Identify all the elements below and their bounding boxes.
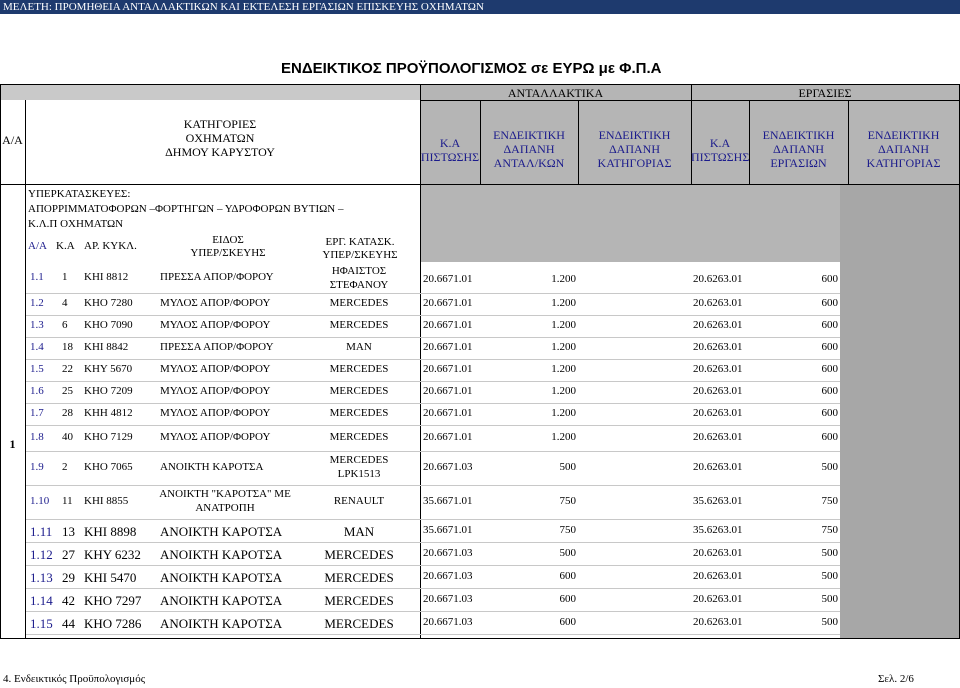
right-gray-strip [840, 184, 960, 638]
cell-aa: 1.6 [30, 385, 44, 397]
cell-spares-cost: 500 [559, 547, 576, 559]
document-header-bar [0, 0, 960, 14]
row-divider [26, 293, 840, 294]
cell-ka: 28 [62, 407, 73, 419]
cell-ka-works: 20.6263.01 [693, 297, 743, 309]
cell-works-cost: 600 [821, 273, 838, 285]
cell-spares-cost: 1.200 [551, 363, 576, 375]
cell-ka-works: 20.6263.01 [693, 319, 743, 331]
cell-type: ΑΝΟΙΚΤΗ ΚΑΡΟΤΣΑ [160, 570, 283, 585]
cell-ka: 40 [62, 431, 73, 443]
cell-spares-cost: 1.200 [551, 273, 576, 285]
cell-ka-works: 20.6263.01 [693, 385, 743, 397]
row-divider [26, 542, 840, 543]
cell-maker: MERCEDES [324, 570, 394, 585]
cell-ka: 6 [62, 319, 68, 331]
cell-ka-spares: 35.6671.01 [423, 524, 473, 536]
row-divider [26, 485, 840, 486]
cell-aa: 1.13 [30, 570, 53, 585]
cell-works-cost: 500 [821, 593, 838, 605]
cell-plate: ΚΗΙ 8842 [84, 341, 129, 353]
cell-spares-cost: 1.200 [551, 319, 576, 331]
cell-spares-cost: 1.200 [551, 297, 576, 309]
cell-works-cost: 600 [821, 319, 838, 331]
cell-plate: ΚΗΟ 7209 [84, 385, 133, 397]
footer-section: 4. Ενδεικτικός Προϋπολογισμός [3, 673, 146, 685]
cell-works-cost: 750 [821, 495, 838, 507]
cell-ka: 4 [62, 297, 68, 309]
cell-spares-cost: 500 [559, 461, 576, 473]
sub-header-aa: Α/Α [28, 240, 47, 252]
page-title: ΕΝΔΕΙΚΤΙΚΟΣ ΠΡΟΫΠΟΛΟΓΙΣΜΟΣ σε ΕΥΡΩ με Φ.Π.Α [281, 60, 662, 77]
cell-ka: 27 [62, 547, 75, 562]
cell-ka: 18 [62, 341, 73, 353]
cell-type: ΑΝΟΙΚΤΗ ΚΑΡΟΤΣΑ [160, 461, 264, 473]
cell-plate: ΚΗΟ 7297 [84, 593, 142, 608]
cell-ka-works: 20.6263.01 [693, 547, 743, 559]
row-divider [26, 425, 840, 426]
cell-aa: 1.15 [30, 616, 53, 631]
cell-ka: 44 [62, 616, 75, 631]
cell-plate: ΚΗΥ 6232 [84, 547, 141, 562]
cell-works-cost: 500 [821, 570, 838, 582]
cell-aa: 1.4 [30, 341, 44, 353]
cell-ka-spares: 20.6671.03 [423, 570, 473, 582]
sub-header-erg-1: ΕΡΓ. ΚΑΤΑΣΚ. [325, 236, 395, 248]
cell-type: ΜΥΛΟΣ ΑΠΟΡ/ΦΟΡΟΥ [160, 363, 271, 375]
cell-works-cost: 600 [821, 297, 838, 309]
cell-type: ΜΥΛΟΣ ΑΠΟΡ/ΦΟΡΟΥ [160, 297, 271, 309]
header-ind-works-1: ΕΝΔΕΙΚΤΙΚΗ [762, 128, 835, 142]
cell-spares-cost: 1.200 [551, 407, 576, 419]
cell-ka-spares: 20.6671.03 [423, 461, 473, 473]
header-ka-spares-1: Κ.Α [439, 136, 461, 150]
category-title-1: ΥΠΕΡΚΑΤΑΣΚΕΥΕΣ: [28, 188, 131, 200]
cell-maker: MAN [343, 524, 375, 539]
cell-maker: ΣΤΕΦΑΝΟΥ [329, 279, 389, 291]
cell-works-cost: 600 [821, 341, 838, 353]
cell-aa: 1.10 [30, 495, 50, 507]
cell-aa: 1.14 [30, 593, 53, 608]
cell-ka: 11 [62, 495, 73, 507]
cell-ka-spares: 20.6671.01 [423, 319, 473, 331]
header-spares-group: ΑΝΤΑΛΛΑΚΤΙΚΑ [507, 86, 604, 100]
cell-ka: 2 [62, 461, 68, 473]
cell-maker: RENAULT [333, 495, 385, 507]
cell-spares-cost: 1.200 [551, 341, 576, 353]
header-left-band [0, 84, 420, 100]
cell-ka-works: 20.6263.01 [693, 341, 743, 353]
category-title-3: Κ.Λ.Π ΟΧΗΜΑΤΩΝ [28, 218, 124, 230]
row-divider [26, 588, 840, 589]
header-ka-works-1: Κ.Α [709, 136, 731, 150]
cell-maker: MERCEDES [329, 454, 389, 466]
cell-maker: ΗΦΑΙΣΤΟΣ [331, 265, 387, 277]
cell-ka-spares: 20.6671.01 [423, 297, 473, 309]
row-divider [26, 451, 840, 452]
cell-ka-works: 20.6263.01 [693, 593, 743, 605]
row-divider [26, 381, 840, 382]
row-divider [26, 565, 840, 566]
row-divider [26, 315, 840, 316]
header-indcat-works-3: ΚΑΤΗΓΟΡΙΑΣ [866, 156, 941, 170]
cell-maker: MERCEDES [324, 616, 394, 631]
header-categories-1: ΚΑΤΗΓΟΡΙΕΣ [183, 117, 257, 131]
header-indcat-works-2: ΔΑΠΑΝΗ [877, 142, 930, 156]
cell-works-cost: 750 [821, 524, 838, 536]
cell-ka: 22 [62, 363, 73, 375]
header-ka-works-2: ΠΙΣΤΩΣΗΣ [691, 150, 750, 164]
cell-ka-spares: 20.6671.01 [423, 385, 473, 397]
cell-spares-cost: 1.200 [551, 385, 576, 397]
cell-ka-works: 20.6263.01 [693, 570, 743, 582]
cell-ka-works: 20.6263.01 [693, 273, 743, 285]
cell-type: ΜΥΛΟΣ ΑΠΟΡ/ΦΟΡΟΥ [160, 431, 271, 443]
cell-ka-spares: 20.6671.03 [423, 547, 473, 559]
cell-maker: MERCEDES [329, 431, 389, 443]
header-categories-2: ΟΧΗΜΑΤΩΝ [185, 131, 255, 145]
header-works-group: ΕΡΓΑΣΙΕΣ [798, 86, 852, 100]
sub-header-erg-2: ΥΠΕΡ/ΣΚΕΥΗΣ [322, 249, 398, 261]
cell-ka-works: 20.6263.01 [693, 407, 743, 419]
cell-ka-works: 20.6263.01 [693, 461, 743, 473]
cell-ka-works: 20.6263.01 [693, 363, 743, 375]
cell-plate: ΚΗΙ 8898 [84, 524, 137, 539]
cell-type: ΜΥΛΟΣ ΑΠΟΡ/ΦΟΡΟΥ [160, 407, 271, 419]
sub-header-ka: Κ.Α [56, 240, 75, 252]
cell-spares-cost: 600 [559, 570, 576, 582]
cell-ka-spares: 20.6671.03 [423, 593, 473, 605]
cell-aa: 1.8 [30, 431, 44, 443]
cell-ka-spares: 20.6671.01 [423, 273, 473, 285]
cell-plate: ΚΗΟ 7129 [84, 431, 133, 443]
cell-spares-cost: 1.200 [551, 431, 576, 443]
row-divider [26, 359, 840, 360]
cell-maker: MERCEDES [324, 593, 394, 608]
cell-ka: 25 [62, 385, 73, 397]
cell-aa: 1.3 [30, 319, 44, 331]
cell-maker: MERCEDES [329, 297, 389, 309]
cell-spares-cost: 750 [559, 495, 576, 507]
cell-ka: 1 [62, 271, 68, 283]
cell-works-cost: 500 [821, 547, 838, 559]
cell-maker: MERCEDES [329, 385, 389, 397]
cell-ka: 42 [62, 593, 75, 608]
cell-plate: ΚΗΟ 7090 [84, 319, 133, 331]
cell-plate: ΚΗΟ 7065 [84, 461, 133, 473]
cell-type: ΑΝΟΙΚΤΗ "ΚΑΡΟΤΣΑ" ΜΕ [159, 488, 291, 500]
header-ind-spares-3: ΑΝΤΑΛ/ΚΩΝ [493, 156, 565, 170]
cell-maker: LPK1513 [337, 468, 381, 480]
sub-header-ar-kykl: ΑΡ. ΚΥΚΛ. [84, 240, 137, 252]
cell-works-cost: 600 [821, 363, 838, 375]
category-title-2: ΑΠΟΡΡΙΜΜΑΤΟΦΟΡΩΝ –ΦΟΡΤΗΓΩΝ – ΥΔΡΟΦΟΡΩΝ ΒΥΤΙΩΝ – [28, 203, 344, 215]
cell-ka-spares: 35.6671.01 [423, 495, 473, 507]
header-ka-spares-2: ΠΙΣΤΩΣΗΣ [420, 150, 480, 164]
header-indcat-spares-2: ΔΑΠΑΝΗ [608, 142, 661, 156]
cell-plate: ΚΗΟ 7280 [84, 297, 133, 309]
cell-maker: MERCEDES [329, 363, 389, 375]
cell-type: ΑΝΑΤΡΟΠΗ [195, 502, 255, 514]
header-indcat-spares-3: ΚΑΤΗΓΟΡΙΑΣ [597, 156, 672, 170]
cell-aa: 1.11 [30, 524, 53, 539]
document-header-title: ΜΕΛΕΤΗ: ΠΡΟΜΗΘΕΙΑ ΑΝΤΑΛΛΑΚΤΙΚΩΝ ΚΑΙ ΕΚΤΕΛΕΣΗ ΕΡΓΑΣΙΩΝ ΕΠΙΣΚΕΥΗΣ ΟΧΗΜΑΤΩΝ [3, 1, 484, 13]
row-divider [26, 519, 840, 520]
cell-ka-works: 20.6263.01 [693, 616, 743, 628]
row-divider [26, 337, 840, 338]
cell-aa: 1.2 [30, 297, 44, 309]
cell-ka-spares: 20.6671.01 [423, 407, 473, 419]
cell-maker: MAN [346, 341, 372, 353]
header-ind-spares-2: ΔΑΠΑΝΗ [503, 142, 555, 156]
cell-works-cost: 500 [821, 461, 838, 473]
cell-ka-spares: 20.6671.01 [423, 431, 473, 443]
header-ind-works-3: ΕΡΓΑΣΙΩΝ [770, 156, 827, 170]
cell-works-cost: 600 [821, 407, 838, 419]
cell-ka-works: 35.6263.01 [693, 495, 743, 507]
sub-header-eidos-1: ΕΙΔΟΣ [212, 234, 244, 246]
cell-works-cost: 500 [821, 616, 838, 628]
header-indcat-works-1: ΕΝΔΕΙΚΤΙΚΗ [867, 128, 940, 142]
cell-aa: 1.1 [30, 271, 44, 283]
cell-ka: 13 [62, 524, 75, 539]
cell-plate: ΚΗΙ 8812 [84, 271, 129, 283]
cell-aa: 1.12 [30, 547, 53, 562]
cell-type: ΠΡΕΣΣΑ ΑΠΟΡ/ΦΟΡΟΥ [160, 341, 274, 353]
header-ind-spares-1: ΕΝΔΕΙΚΤΙΚΗ [493, 128, 565, 142]
cell-maker: MERCEDES [329, 407, 389, 419]
cell-spares-cost: 600 [559, 616, 576, 628]
cell-ka: 29 [62, 570, 75, 585]
cell-plate: ΚΗΟ 7286 [84, 616, 142, 631]
cell-ka-works: 35.6263.01 [693, 524, 743, 536]
cell-works-cost: 600 [821, 431, 838, 443]
cell-plate: ΚΗΙ 5470 [84, 570, 137, 585]
cell-aa: 1.5 [30, 363, 44, 375]
header-aa: Α/Α [2, 133, 23, 147]
cell-type: ΜΥΛΟΣ ΑΠΟΡ/ΦΟΡΟΥ [160, 385, 271, 397]
cell-maker: MERCEDES [324, 547, 394, 562]
cell-type: ΑΝΟΙΚΤΗ ΚΑΡΟΤΣΑ [160, 616, 283, 631]
cell-plate: ΚΗΥ 5670 [84, 363, 133, 375]
cell-plate: ΚΗΙ 8855 [84, 495, 129, 507]
category-number: 1 [9, 437, 16, 451]
sub-header-eidos-2: ΥΠΕΡ/ΣΚΕΥΗΣ [190, 247, 266, 259]
cell-aa: 1.7 [30, 407, 44, 419]
cell-type: ΠΡΕΣΣΑ ΑΠΟΡ/ΦΟΡΟΥ [160, 271, 274, 283]
cell-ka-spares: 20.6671.03 [423, 616, 473, 628]
cell-plate: ΚΗΗ 4812 [84, 407, 133, 419]
header-indcat-spares-1: ΕΝΔΕΙΚΤΙΚΗ [598, 128, 671, 142]
cell-ka-spares: 20.6671.01 [423, 341, 473, 353]
cell-spares-cost: 600 [559, 593, 576, 605]
cell-ka-works: 20.6263.01 [693, 431, 743, 443]
row-divider [26, 403, 840, 404]
row-divider [26, 634, 840, 635]
header-ind-works-2: ΔΑΠΑΝΗ [772, 142, 825, 156]
cell-spares-cost: 750 [559, 524, 576, 536]
cell-type: ΑΝΟΙΚΤΗ ΚΑΡΟΤΣΑ [160, 547, 283, 562]
cell-maker: MERCEDES [329, 319, 389, 331]
cell-type: ΜΥΛΟΣ ΑΠΟΡ/ΦΟΡΟΥ [160, 319, 271, 331]
header-categories-3: ΔΗΜΟΥ ΚΑΡΥΣΤΟΥ [165, 145, 275, 159]
cell-type: ΑΝΟΙΚΤΗ ΚΑΡΟΤΣΑ [160, 524, 283, 539]
cell-works-cost: 600 [821, 385, 838, 397]
cell-type: ΑΝΟΙΚΤΗ ΚΑΡΟΤΣΑ [160, 593, 283, 608]
cell-aa: 1.9 [30, 461, 44, 473]
cell-ka-spares: 20.6671.01 [423, 363, 473, 375]
row-divider [26, 611, 840, 612]
page-number: Σελ. 2/6 [878, 673, 914, 685]
